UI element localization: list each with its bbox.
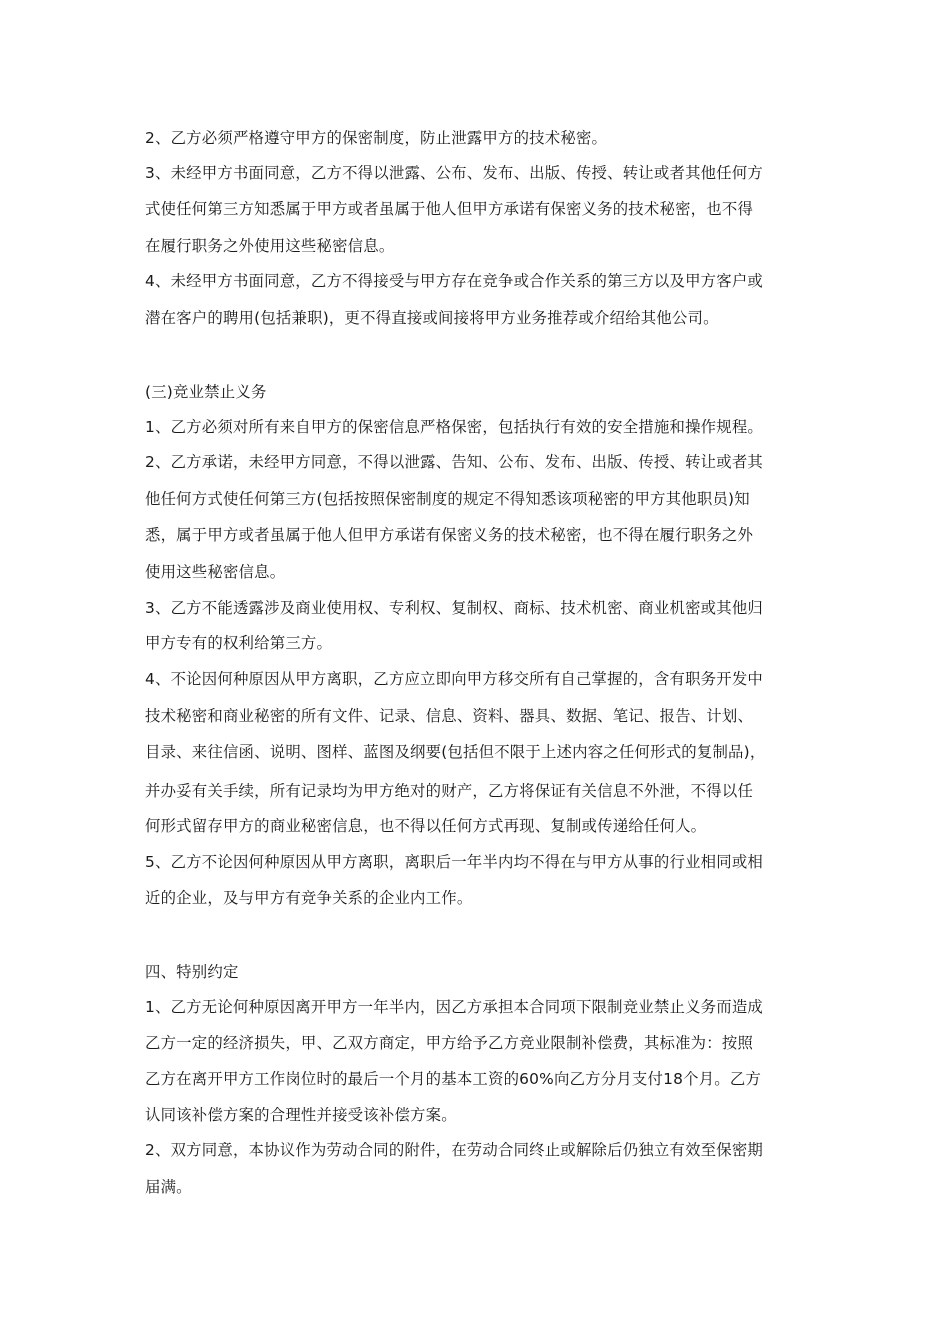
paragraph-line: 使用这些秘密信息。 xyxy=(145,563,286,581)
paragraph-line: 4、未经甲方书面同意，乙方不得接受与甲方存在竞争或合作关系的第三方以及甲方客户或 xyxy=(145,272,764,290)
paragraph-line: 2、乙方承诺，未经甲方同意，不得以泄露、告知、公布、发布、出版、传授、转让或者其 xyxy=(145,453,764,471)
paragraph-line: 1、乙方无论何种原因离开甲方一年半内，因乙方承担本合同项下限制竞业禁止义务而造成 xyxy=(145,998,764,1016)
paragraph-line: 并办妥有关手续，所有记录均为甲方绝对的财产，乙方将保证有关信息不外泄，不得以任 xyxy=(145,782,754,800)
paragraph-line: 3、未经甲方书面同意，乙方不得以泄露、公布、发布、出版、传授、转让或者其他任何方 xyxy=(145,164,764,182)
paragraph-line: 式使任何第三方知悉属于甲方或者虽属于他人但甲方承诺有保密义务的技术秘密，也不得 xyxy=(145,200,754,218)
paragraph-line: 3、乙方不能透露涉及商业使用权、专利权、复制权、商标、技术机密、商业机密或其他归 xyxy=(145,599,764,617)
paragraph-line: 近的企业，及与甲方有竞争关系的企业内工作。 xyxy=(145,889,473,907)
paragraph-line: 在履行职务之外使用这些秘密信息。 xyxy=(145,237,395,255)
paragraph-line: 何形式留存甲方的商业秘密信息，也不得以任何方式再现、复制或传递给任何人。 xyxy=(145,817,707,835)
paragraph-line: 届满。 xyxy=(145,1178,192,1196)
paragraph-line: 潜在客户的聘用(包括兼职)，更不得直接或间接将甲方业务推荐或介绍给其他公司。 xyxy=(145,309,719,327)
paragraph-line: 目录、来往信函、说明、图样、蓝图及纲要(包括但不限于上述内容之任何形式的复制品)， xyxy=(145,743,766,761)
paragraph-line: 技术秘密和商业秘密的所有文件、记录、信息、资料、器具、数据、笔记、报告、计划、 xyxy=(145,707,754,725)
paragraph-line: 2、乙方必须严格遵守甲方的保密制度，防止泄露甲方的技术秘密。 xyxy=(145,129,608,147)
paragraph-line: 4、不论因何种原因从甲方离职，乙方应立即向甲方移交所有自己掌握的，含有职务开发中 xyxy=(145,670,764,688)
section-heading: 四、特别约定 xyxy=(145,963,239,981)
paragraph-line: 乙方一定的经济损失，甲、乙双方商定，甲方给予乙方竞业限制补偿费，其标准为：按照 xyxy=(145,1034,754,1052)
paragraph-line: 乙方在离开甲方工作岗位时的最后一个月的基本工资的60%向乙方分月支付18个月。乙方 xyxy=(145,1070,762,1088)
paragraph-line: 5、乙方不论因何种原因从甲方离职，离职后一年半内均不得在与甲方从事的行业相同或相 xyxy=(145,853,764,871)
paragraph-line: 认同该补偿方案的合理性并接受该补偿方案。 xyxy=(145,1106,457,1124)
section-heading: (三)竞业禁止义务 xyxy=(145,383,267,401)
paragraph-line: 1、乙方必须对所有来自甲方的保密信息严格保密，包括执行有效的安全措施和操作规程。 xyxy=(145,418,764,436)
paragraph-line: 悉，属于甲方或者虽属于他人但甲方承诺有保密义务的技术秘密，也不得在履行职务之外 xyxy=(145,526,754,544)
paragraph-line: 他任何方式使任何第三方(包括按照保密制度的规定不得知悉该项秘密的甲方其他职员)知 xyxy=(145,490,750,508)
paragraph-line: 2、双方同意，本协议作为劳动合同的附件，在劳动合同终止或解除后仍独立有效至保密期 xyxy=(145,1141,764,1159)
paragraph-line: 甲方专有的权利给第三方。 xyxy=(145,634,333,652)
